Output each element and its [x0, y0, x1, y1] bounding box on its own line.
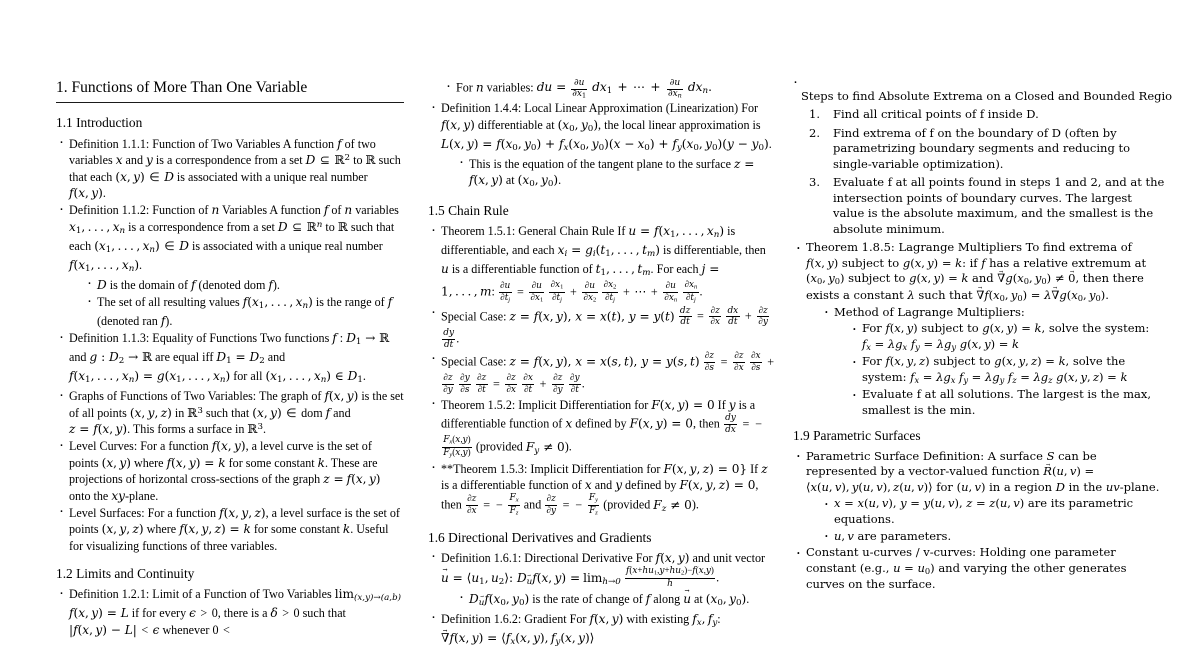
section-1-2-list — [56, 586, 404, 638]
lagrange-list — [793, 240, 1165, 418]
theorem-1-5-3: · **Theorem 1.5.3: Implicit Differentiation for F(x, y, z) = 0} If z is a differentiable function of x and y defined by F(x, y, z) = 0, then $\frac{\partial z}{\partial x}$ = − $\frac{F_x}{F_z}$ and $\frac{\partial z}{\partial y}$ = − $\frac{F_y}{F_z}$ (provided $F_z \ne 0$). — [428, 461, 776, 518]
step-item: Find all critical points of f inside D. — [833, 107, 1039, 122]
definition-1-4-4-sublist — [455, 156, 776, 191]
section-heading-1-5: 1.5 Chain Rule — [428, 203, 509, 219]
method-of-lagrange-label: · Method of Lagrange Multipliers: · For f(x, y) subject to g(x, y) = k, solve the system: $f_x = \lambda g_x$ $f_y = \lambda g_y$ g(x, y) = k · For f(x, y, z) subject to g(x, y, z) = k, solve the system: $f_x = \lambda g_x$ $f_y = \lambda g_y$ $f_z = \lambda g_z$ g(x, y, z) = k · Evaluate f at all solutions. The largest is the max, smallest is the min. — [820, 305, 1165, 418]
theorem-1-8-5: · Theorem 1.8.5: Lagrange Multipliers To find extrema of f(x, y) subject to g(x, y) = k: if f has a relative extremum at (x0, y0) subject to g(x, y) = k and ∇ →g(x0, y0) ≠ 0 →, then there exists a constant λ such that ∇ →f(x0, y0) = λ∇ →g(x0, y0). · Method of Lagrange Multipliers: · For f(x, y) subject to g(x, y) = k, solve the system: $f_x = \lambda g_x$ $f_y = \lambda g_y$ g(x, y) = k · For f(x, y, z) subject to g(x, y, z) = k, solve the system: $f_x = \lambda g_x$ $f_y = \lambda g_y$ $f_z = \lambda g_z$ g(x, y, z) = k · Evaluate f at all solutions. The largest is the max, smallest is the min. — [793, 240, 1165, 418]
section-1-5-list — [428, 223, 776, 517]
parameters-note: · u, v are parameters. — [820, 529, 1165, 545]
level-curves: · Level Curves: For a function f(x, y), a level curve is the set of points (x, y) where f(x, y) = k for some constant k. These are projections of horizontal cross-sections of the graph z = f(x, y) onto the xy-plane. — [56, 438, 404, 504]
definition-1-1-3: · Definition 1.1.3: Equality of Functions Two functions f : D1 → ℝ and g : D2 → ℝ are equal iff D1 = D2 and f(x1, . . . , $x_n) = g(x1$, . . . , $x_n$) for all (x1, . . . , $x_n$) ∈ D1. — [56, 330, 404, 387]
orphan-bullet: · — [793, 75, 798, 91]
lagrange-two-variable-system: · For f(x, y) subject to g(x, y) = k, solve the system: $f_x = \lambda g_x$ $f_y = \lambda g_y$ g(x, y) = k — [848, 321, 1165, 353]
section-heading-1-1: 1.1 Introduction — [56, 115, 143, 131]
definition-1-1-2-sublist — [83, 277, 404, 330]
theorem-1-5-2: · Theorem 1.5.2: Implicit Differentiation for F(x, y) = 0 If y is a differentiable function of x defined by F(x, y) = 0, then $\frac{dy}{dx}$ = − $\frac{F_x(x,y)}{F_y(x,y)}$ (provided $F_y \ne 0$). — [428, 397, 776, 460]
definition-1-6-2: · Definition 1.6.2: Gradient For f(x, y) with existing $f_x$, $f_y$: ∇ →f(x, $y) = ⟨f_x(x$, y), $f_y(x$, y)⟩ — [428, 611, 776, 649]
rate-of-change-note: · $D_u \to f(x0$, y0) is the rate of change of f along u → at (x0, y0). — [455, 591, 776, 610]
column-3 — [793, 75, 1173, 626]
column-1 — [56, 78, 404, 637]
step-item: Find extrema of f on the boundary of D (often by parametrizing boundary segments and reducing to single-variable optimization). — [833, 125, 1131, 171]
definition-1-1-2: · Definition 1.1.2: Function of n Variables A function f of n variables x1, . . . , $x_n$ is a correspondence from a set D ⊆ ℝ$^n$ to ℝ such that each (x1, . . . , $x_n$) ∈ D is associated with a unique real number f(x1, . . . , $x_n$). · D is the domain of f (denoted dom f). · The set of all resulting values f(x1, . . . , $x_n$) is the range of f (denoted ran f). — [56, 202, 404, 329]
parametric-equations-note: · x = x(u, v), y = y(u, v), z = z(u, v) are its parametric equations. — [820, 496, 1165, 527]
definition-1-4-4: · Definition 1.4.4: Local Linear Approximation (Linearization) For f(x, y) differentiable at (x0, y0), the local linear approximation is L(x, y) = f(x0, $y0) + f_x(x0$, $y0)(x - x0) + f_y(x0$, y0)(y − y0). · This is the equation of the tangent plane to the surface z = f(x, y) at (x0, y0). — [428, 100, 776, 191]
level-surfaces: · Level Surfaces: For a function f(x, y, z), a level surface is the set of points (x, y, z) where f(x, y, z) = k for some constant k. Useful for visualizing functions of three variables. — [56, 505, 404, 554]
lagrange-method-sublist — [820, 305, 1165, 418]
parametric-surface-definition: · Parametric Surface Definition: A surface S can be represented by a vector-valued function R →(u, v) = ⟨x(u, v), y(u, v), z(u, v)⟩ for (u, v) in a region D in the uv-plane. · x = x(u, v), y = y(u, v), z = z(u, v) are its parametric equations. · u, v are parameters. — [793, 449, 1165, 544]
section-1-9-list — [793, 449, 1165, 593]
parametric-surface-sublist — [820, 496, 1165, 544]
special-case-one-parameter: · Special Case: z = f(x, y), x = x(t), y = y(t) $\frac{dz}{dt}$ = $\frac{\partial z}{\partial x}$ $\frac{dx}{dt}$ + $\frac{\partial z}{\partial y}$ $\frac{dy}{dt}$ . — [428, 306, 776, 351]
theorem-1-5-1: · Theorem 1.5.1: General Chain Rule If u = f(x1, . . . , $x_n$) is differentiable, and each $x_i = g_i(t1$, . . . , $t_m$) is differentiable, then u is a differentiable function of t1, . . . , $t_m$. For each j = 1, . . . , m: $\frac{\partial u}{\partial t_j}$ = $\frac{\partial u}{\partial x1}$ $\frac{\partial x1}{\partial t_j}$ + $\frac{\partial u}{\partial x2}$ $\frac{\partial x2}{\partial t_j}$ + ⋯ + $\frac{\partial u}{\partial x_n}$ $\frac{\partial x_n}{\partial t_j}$ . — [428, 223, 776, 304]
tangent-plane-note: · This is the equation of the tangent plane to the surface z = f(x, y) at (x0, y0). — [455, 156, 776, 191]
special-case-two-parameters: · Special Case: z = f(x, y), x = x(s, t), y = y(s, t) $\frac{\partial z}{\partial s}$ = $\frac{\partial z}{\partial x}$ $\frac{\partial x}{\partial s}$ + $\frac{\partial z}{\partial y}$ $\frac{\partial y}{\partial s}$ $\frac{\partial z}{\partial t}$ = $\frac{\partial z}{\partial x}$ $\frac{\partial x}{\partial t}$ + $\frac{\partial z}{\partial y}$ $\frac{\partial y}{\partial t}$ . — [428, 351, 776, 396]
n-variables-list — [442, 79, 776, 99]
page-title: 1. Functions of More Than One Variable — [56, 78, 404, 103]
column-2 — [428, 78, 776, 647]
range-note: · The set of all resulting values f(x1, . . . , $x_n$) is the range of f (denoted ran f). — [83, 294, 404, 329]
graphs-of-functions: · Graphs of Functions of Two Variables: The graph of f(x, y) is the set of all points (x, y, z) in ℝ$^3$ such that (x, y) ∈ dom f and z = f(x, y). This forms a surface in ℝ$^3$. — [56, 388, 404, 437]
section-heading-1-6: 1.6 Directional Derivatives and Gradients — [428, 529, 652, 545]
lagrange-systems-list — [848, 321, 1165, 418]
definition-1-2-1: · Definition 1.2.1: Limit of a Function of Two Variables $\lim_{(x,y)\to(a,b)} f(x$, y) = L if for every ϵ > 0, there is a δ > 0 such that |f(x, y) − L| < ϵ whenever 0 < — [56, 586, 404, 638]
definition-1-4-4-list — [428, 100, 776, 191]
constant-u-v-curves: · Constant u-curves / v-curves: Holding one parameter constant (e.g., u = u0) and varying the other generates curves on the surface. — [793, 545, 1165, 592]
lagrange-evaluate-note: · Evaluate f at all solutions. The largest is the max, smallest is the min. — [848, 387, 1165, 418]
absolute-extrema-steps — [809, 107, 1165, 237]
section-heading-1-2: 1.2 Limits and Continuity — [56, 566, 195, 582]
domain-note: · D is the domain of f (denoted dom f). — [83, 277, 404, 293]
definition-1-6-1-sublist — [455, 591, 776, 610]
lagrange-three-variable-system: · For f(x, y, z) subject to g(x, y, z) = k, solve the system: $f_x = \lambda g_x$ $f_y = \lambda g_y$ $f_z = \lambda g_z$ g(x, y, z) = k — [848, 354, 1165, 386]
section-1-6-list — [428, 550, 776, 649]
n-variables-differential: · For n variables: du = $\frac{\partial u}{\partial x1}$ dx1 + ⋯ + $\frac{\partial u}{\partial x_n}$ $dx_n$. — [442, 79, 776, 99]
section-heading-1-9: 1.9 Parametric Surfaces — [793, 428, 921, 444]
absolute-extrema-steps-intro: Steps to find Absolute Extrema on a Closed and Bounded Regio — [801, 89, 1173, 103]
definition-1-1-1: · Definition 1.1.1: Function of Two Variables A function f of two variables x and y is a correspondence from a set D ⊆ ℝ$^2$ to ℝ such that each (x, y) ∈ D is associated with a unique real number f(x, y). — [56, 136, 404, 202]
step-item: Evaluate f at all points found in steps 1 and 2, and at the intersection points of boundary curves. The largest value is the absolute maximum, and the smallest is the absolute minimum. — [833, 175, 1165, 236]
definition-1-6-1: · Definition 1.6.1: Directional Derivative For f(x, y) and unit vector u → = ⟨u1, u2⟩: $D_u \to f(x$, $y) = \lim_{h\to 0}$ $\frac{f(x+hu1,y+hu2)-f(x,y)}{h}$ . · $D_u \to f(x0$, y0) is the rate of change of f along u → at (x0, y0). — [428, 550, 776, 610]
section-1-1-list — [56, 136, 404, 554]
